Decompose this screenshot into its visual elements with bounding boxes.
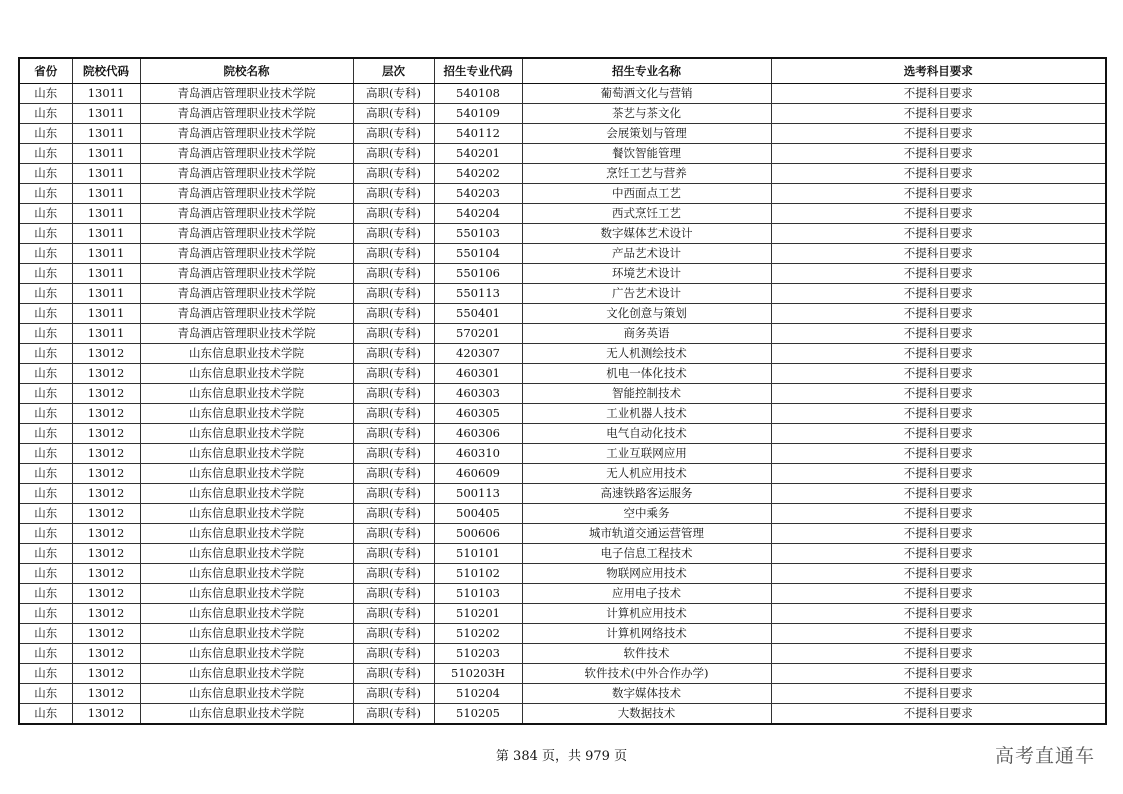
- cell-province: 山东: [19, 504, 72, 524]
- cell-subject-requirement: 不提科目要求: [771, 304, 1106, 324]
- cell-level: 高职(专科): [353, 364, 434, 384]
- cell-school-name: 青岛酒店管理职业技术学院: [140, 104, 353, 124]
- cell-province: 山东: [19, 424, 72, 444]
- cell-major-name: 数字媒体艺术设计: [522, 224, 771, 244]
- cell-school-name: 山东信息职业技术学院: [140, 604, 353, 624]
- table-row: [19, 304, 1106, 324]
- cell-subject-requirement: 不提科目要求: [771, 684, 1106, 704]
- cell-level: 高职(专科): [353, 684, 434, 704]
- cell-province: 山东: [19, 184, 72, 204]
- cell-school-code: 13012: [72, 584, 140, 604]
- cell-school-name: 青岛酒店管理职业技术学院: [140, 124, 353, 144]
- table-row: [19, 684, 1106, 704]
- cell-level: 高职(专科): [353, 444, 434, 464]
- cell-school-code: 13012: [72, 524, 140, 544]
- cell-major-name: 物联网应用技术: [522, 564, 771, 584]
- cell-major-name: 广告艺术设计: [522, 284, 771, 304]
- cell-level: 高职(专科): [353, 584, 434, 604]
- cell-level: 高职(专科): [353, 164, 434, 184]
- cell-school-code: 13012: [72, 384, 140, 404]
- cell-school-code: 13011: [72, 204, 140, 224]
- cell-major-name: 工业互联网应用: [522, 444, 771, 464]
- cell-major-name: 电气自动化技术: [522, 424, 771, 444]
- cell-major-code: 460306: [434, 424, 522, 444]
- table-row: [19, 224, 1106, 244]
- cell-level: 高职(专科): [353, 704, 434, 725]
- table-row: [19, 204, 1106, 224]
- cell-level: 高职(专科): [353, 564, 434, 584]
- table-row: [19, 504, 1106, 524]
- cell-subject-requirement: 不提科目要求: [771, 644, 1106, 664]
- cell-level: 高职(专科): [353, 344, 434, 364]
- cell-major-code: 550106: [434, 264, 522, 284]
- table-body: [19, 84, 1106, 725]
- cell-subject-requirement: 不提科目要求: [771, 184, 1106, 204]
- cell-major-name: 文化创意与策划: [522, 304, 771, 324]
- cell-major-code: 460305: [434, 404, 522, 424]
- cell-major-name: 计算机应用技术: [522, 604, 771, 624]
- header-major-code: 招生专业代码: [434, 58, 522, 84]
- cell-subject-requirement: 不提科目要求: [771, 124, 1106, 144]
- cell-school-code: 13012: [72, 564, 140, 584]
- cell-subject-requirement: 不提科目要求: [771, 604, 1106, 624]
- cell-school-name: 山东信息职业技术学院: [140, 424, 353, 444]
- cell-subject-requirement: 不提科目要求: [771, 464, 1106, 484]
- header-level: 层次: [353, 58, 434, 84]
- cell-level: 高职(专科): [353, 624, 434, 644]
- table-row: [19, 524, 1106, 544]
- cell-level: 高职(专科): [353, 304, 434, 324]
- cell-level: 高职(专科): [353, 604, 434, 624]
- cell-subject-requirement: 不提科目要求: [771, 364, 1106, 384]
- cell-province: 山东: [19, 444, 72, 464]
- cell-school-code: 13011: [72, 104, 140, 124]
- cell-major-code: 540203: [434, 184, 522, 204]
- cell-major-code: 540204: [434, 204, 522, 224]
- cell-province: 山东: [19, 404, 72, 424]
- cell-major-code: 540202: [434, 164, 522, 184]
- cell-subject-requirement: 不提科目要求: [771, 584, 1106, 604]
- cell-school-name: 山东信息职业技术学院: [140, 504, 353, 524]
- cell-province: 山东: [19, 384, 72, 404]
- cell-school-code: 13012: [72, 604, 140, 624]
- cell-subject-requirement: 不提科目要求: [771, 664, 1106, 684]
- cell-school-code: 13012: [72, 624, 140, 644]
- cell-major-code: 550104: [434, 244, 522, 264]
- cell-school-name: 青岛酒店管理职业技术学院: [140, 244, 353, 264]
- cell-level: 高职(专科): [353, 284, 434, 304]
- cell-major-code: 550401: [434, 304, 522, 324]
- cell-major-name: 高速铁路客运服务: [522, 484, 771, 504]
- cell-level: 高职(专科): [353, 184, 434, 204]
- cell-major-name: 环境艺术设计: [522, 264, 771, 284]
- cell-school-code: 13012: [72, 504, 140, 524]
- table-row: [19, 544, 1106, 564]
- cell-major-code: 510103: [434, 584, 522, 604]
- cell-major-code: 460301: [434, 364, 522, 384]
- cell-subject-requirement: 不提科目要求: [771, 404, 1106, 424]
- cell-school-code: 13011: [72, 124, 140, 144]
- cell-major-code: 510203: [434, 644, 522, 664]
- table-header-row: [19, 58, 1106, 84]
- cell-level: 高职(专科): [353, 144, 434, 164]
- cell-major-name: 工业机器人技术: [522, 404, 771, 424]
- cell-subject-requirement: 不提科目要求: [771, 324, 1106, 344]
- cell-school-name: 山东信息职业技术学院: [140, 524, 353, 544]
- cell-major-name: 无人机测绘技术: [522, 344, 771, 364]
- cell-school-name: 山东信息职业技术学院: [140, 344, 353, 364]
- cell-subject-requirement: 不提科目要求: [771, 704, 1106, 725]
- cell-major-code: 540201: [434, 144, 522, 164]
- cell-school-code: 13012: [72, 484, 140, 504]
- cell-school-code: 13012: [72, 704, 140, 725]
- cell-level: 高职(专科): [353, 244, 434, 264]
- cell-subject-requirement: 不提科目要求: [771, 164, 1106, 184]
- table-row: [19, 444, 1106, 464]
- table-row: [19, 404, 1106, 424]
- cell-major-name: 大数据技术: [522, 704, 771, 725]
- cell-province: 山东: [19, 604, 72, 624]
- cell-major-name: 西式烹饪工艺: [522, 204, 771, 224]
- cell-level: 高职(专科): [353, 484, 434, 504]
- cell-major-code: 500113: [434, 484, 522, 504]
- cell-subject-requirement: 不提科目要求: [771, 564, 1106, 584]
- cell-level: 高职(专科): [353, 644, 434, 664]
- table-row: [19, 624, 1106, 644]
- table-row: [19, 704, 1106, 725]
- header-major-name: 招生专业名称: [522, 58, 771, 84]
- cell-school-name: 青岛酒店管理职业技术学院: [140, 164, 353, 184]
- table-row: [19, 164, 1106, 184]
- table-row: [19, 284, 1106, 304]
- table-row: [19, 384, 1106, 404]
- cell-province: 山东: [19, 264, 72, 284]
- header-subject-requirement: 选考科目要求: [771, 58, 1106, 84]
- page-number: 第 384 页，共 979 页: [495, 749, 628, 764]
- cell-school-code: 13012: [72, 464, 140, 484]
- table-row: [19, 104, 1106, 124]
- cell-province: 山东: [19, 544, 72, 564]
- cell-school-name: 山东信息职业技术学院: [140, 584, 353, 604]
- cell-school-name: 山东信息职业技术学院: [140, 404, 353, 424]
- cell-level: 高职(专科): [353, 204, 434, 224]
- table-row: [19, 584, 1106, 604]
- table-row: [19, 464, 1106, 484]
- cell-school-name: 山东信息职业技术学院: [140, 364, 353, 384]
- cell-major-code: 460609: [434, 464, 522, 484]
- cell-major-code: 510205: [434, 704, 522, 725]
- cell-major-name: 机电一体化技术: [522, 364, 771, 384]
- table-row: [19, 644, 1106, 664]
- cell-level: 高职(专科): [353, 544, 434, 564]
- cell-major-code: 510102: [434, 564, 522, 584]
- cell-major-code: 460310: [434, 444, 522, 464]
- cell-province: 山东: [19, 224, 72, 244]
- cell-school-code: 13011: [72, 84, 140, 104]
- cell-school-code: 13012: [72, 544, 140, 564]
- cell-province: 山东: [19, 164, 72, 184]
- cell-province: 山东: [19, 704, 72, 725]
- header-school-name: 院校名称: [140, 58, 353, 84]
- cell-major-name: 数字媒体技术: [522, 684, 771, 704]
- cell-school-code: 13011: [72, 144, 140, 164]
- cell-school-name: 青岛酒店管理职业技术学院: [140, 184, 353, 204]
- cell-subject-requirement: 不提科目要求: [771, 144, 1106, 164]
- cell-province: 山东: [19, 644, 72, 664]
- cell-major-name: 无人机应用技术: [522, 464, 771, 484]
- cell-province: 山东: [19, 284, 72, 304]
- cell-province: 山东: [19, 324, 72, 344]
- cell-school-name: 山东信息职业技术学院: [140, 464, 353, 484]
- cell-subject-requirement: 不提科目要求: [771, 484, 1106, 504]
- cell-major-code: 500606: [434, 524, 522, 544]
- cell-province: 山东: [19, 684, 72, 704]
- cell-major-name: 电子信息工程技术: [522, 544, 771, 564]
- cell-province: 山东: [19, 584, 72, 604]
- cell-major-code: 540108: [434, 84, 522, 104]
- cell-school-code: 13012: [72, 344, 140, 364]
- table-row: [19, 124, 1106, 144]
- cell-province: 山东: [19, 344, 72, 364]
- cell-major-name: 商务英语: [522, 324, 771, 344]
- cell-major-name: 烹饪工艺与营养: [522, 164, 771, 184]
- cell-major-code: 550113: [434, 284, 522, 304]
- cell-major-name: 应用电子技术: [522, 584, 771, 604]
- cell-major-name: 会展策划与管理: [522, 124, 771, 144]
- cell-major-code: 540112: [434, 124, 522, 144]
- cell-level: 高职(专科): [353, 464, 434, 484]
- cell-major-name: 产品艺术设计: [522, 244, 771, 264]
- cell-school-name: 山东信息职业技术学院: [140, 384, 353, 404]
- cell-school-code: 13011: [72, 164, 140, 184]
- cell-school-name: 山东信息职业技术学院: [140, 684, 353, 704]
- cell-subject-requirement: 不提科目要求: [771, 284, 1106, 304]
- cell-major-name: 城市轨道交通运营管理: [522, 524, 771, 544]
- cell-school-code: 13011: [72, 324, 140, 344]
- cell-level: 高职(专科): [353, 424, 434, 444]
- cell-school-code: 13011: [72, 184, 140, 204]
- cell-major-name: 软件技术(中外合作办学): [522, 664, 771, 684]
- cell-school-name: 青岛酒店管理职业技术学院: [140, 284, 353, 304]
- table-row: [19, 244, 1106, 264]
- cell-major-code: 510204: [434, 684, 522, 704]
- cell-major-code: 510201: [434, 604, 522, 624]
- cell-major-code: 460303: [434, 384, 522, 404]
- cell-school-name: 青岛酒店管理职业技术学院: [140, 224, 353, 244]
- cell-province: 山东: [19, 304, 72, 324]
- table-row: [19, 344, 1106, 364]
- cell-province: 山东: [19, 664, 72, 684]
- cell-major-name: 智能控制技术: [522, 384, 771, 404]
- cell-school-code: 13011: [72, 244, 140, 264]
- cell-subject-requirement: 不提科目要求: [771, 504, 1106, 524]
- table-row: [19, 664, 1106, 684]
- cell-school-name: 青岛酒店管理职业技术学院: [140, 304, 353, 324]
- cell-major-name: 中西面点工艺: [522, 184, 771, 204]
- cell-school-code: 13012: [72, 424, 140, 444]
- cell-province: 山东: [19, 564, 72, 584]
- cell-major-name: 软件技术: [522, 644, 771, 664]
- cell-school-name: 山东信息职业技术学院: [140, 484, 353, 504]
- table-row: [19, 564, 1106, 584]
- cell-school-name: 山东信息职业技术学院: [140, 544, 353, 564]
- cell-major-code: 540109: [434, 104, 522, 124]
- table-row: [19, 144, 1106, 164]
- cell-school-name: 青岛酒店管理职业技术学院: [140, 204, 353, 224]
- cell-major-code: 420307: [434, 344, 522, 364]
- cell-major-code: 550103: [434, 224, 522, 244]
- cell-school-name: 青岛酒店管理职业技术学院: [140, 264, 353, 284]
- cell-school-code: 13012: [72, 404, 140, 424]
- cell-province: 山东: [19, 244, 72, 264]
- cell-province: 山东: [19, 84, 72, 104]
- cell-school-name: 山东信息职业技术学院: [140, 644, 353, 664]
- cell-major-code: 510203H: [434, 664, 522, 684]
- cell-level: 高职(专科): [353, 104, 434, 124]
- cell-subject-requirement: 不提科目要求: [771, 524, 1106, 544]
- cell-province: 山东: [19, 484, 72, 504]
- cell-major-name: 茶艺与茶文化: [522, 104, 771, 124]
- header-school-code: 院校代码: [72, 58, 140, 84]
- cell-province: 山东: [19, 464, 72, 484]
- cell-subject-requirement: 不提科目要求: [771, 444, 1106, 464]
- cell-level: 高职(专科): [353, 524, 434, 544]
- cell-level: 高职(专科): [353, 224, 434, 244]
- table-row: [19, 84, 1106, 104]
- cell-school-name: 山东信息职业技术学院: [140, 664, 353, 684]
- cell-school-name: 青岛酒店管理职业技术学院: [140, 84, 353, 104]
- cell-level: 高职(专科): [353, 84, 434, 104]
- cell-level: 高职(专科): [353, 324, 434, 344]
- cell-school-code: 13012: [72, 644, 140, 664]
- cell-major-code: 500405: [434, 504, 522, 524]
- cell-school-name: 山东信息职业技术学院: [140, 624, 353, 644]
- cell-school-code: 13011: [72, 224, 140, 244]
- cell-province: 山东: [19, 364, 72, 384]
- cell-school-code: 13012: [72, 444, 140, 464]
- cell-major-name: 葡萄酒文化与营销: [522, 84, 771, 104]
- cell-subject-requirement: 不提科目要求: [771, 204, 1106, 224]
- cell-school-name: 青岛酒店管理职业技术学院: [140, 324, 353, 344]
- cell-subject-requirement: 不提科目要求: [771, 264, 1106, 284]
- cell-school-name: 山东信息职业技术学院: [140, 564, 353, 584]
- cell-subject-requirement: 不提科目要求: [771, 624, 1106, 644]
- cell-school-code: 13012: [72, 684, 140, 704]
- table-row: [19, 184, 1106, 204]
- cell-level: 高职(专科): [353, 404, 434, 424]
- cell-subject-requirement: 不提科目要求: [771, 224, 1106, 244]
- cell-province: 山东: [19, 144, 72, 164]
- cell-school-code: 13012: [72, 664, 140, 684]
- cell-subject-requirement: 不提科目要求: [771, 544, 1106, 564]
- cell-province: 山东: [19, 204, 72, 224]
- cell-province: 山东: [19, 524, 72, 544]
- cell-level: 高职(专科): [353, 384, 434, 404]
- cell-subject-requirement: 不提科目要求: [771, 384, 1106, 404]
- table-row: [19, 364, 1106, 384]
- cell-subject-requirement: 不提科目要求: [771, 104, 1106, 124]
- cell-level: 高职(专科): [353, 664, 434, 684]
- cell-level: 高职(专科): [353, 124, 434, 144]
- cell-school-code: 13011: [72, 284, 140, 304]
- cell-major-name: 计算机网络技术: [522, 624, 771, 644]
- table-row: [19, 264, 1106, 284]
- cell-subject-requirement: 不提科目要求: [771, 84, 1106, 104]
- table-row: [19, 604, 1106, 624]
- cell-school-code: 13011: [72, 264, 140, 284]
- table-row: [19, 324, 1106, 344]
- cell-level: 高职(专科): [353, 504, 434, 524]
- cell-subject-requirement: 不提科目要求: [771, 424, 1106, 444]
- table-row: [19, 484, 1106, 504]
- table-row: [19, 424, 1106, 444]
- watermark-logo: 高考直通车: [994, 745, 1095, 767]
- cell-school-code: 13012: [72, 364, 140, 384]
- cell-province: 山东: [19, 124, 72, 144]
- cell-subject-requirement: 不提科目要求: [771, 244, 1106, 264]
- cell-major-code: 510202: [434, 624, 522, 644]
- header-province: 省份: [19, 58, 72, 84]
- cell-major-code: 570201: [434, 324, 522, 344]
- cell-major-code: 510101: [434, 544, 522, 564]
- cell-school-name: 山东信息职业技术学院: [140, 704, 353, 725]
- cell-province: 山东: [19, 624, 72, 644]
- cell-level: 高职(专科): [353, 264, 434, 284]
- cell-major-name: 空中乘务: [522, 504, 771, 524]
- cell-school-code: 13011: [72, 304, 140, 324]
- cell-school-name: 青岛酒店管理职业技术学院: [140, 144, 353, 164]
- cell-subject-requirement: 不提科目要求: [771, 344, 1106, 364]
- cell-school-name: 山东信息职业技术学院: [140, 444, 353, 464]
- cell-major-name: 餐饮智能管理: [522, 144, 771, 164]
- cell-province: 山东: [19, 104, 72, 124]
- admission-table: [18, 57, 1107, 725]
